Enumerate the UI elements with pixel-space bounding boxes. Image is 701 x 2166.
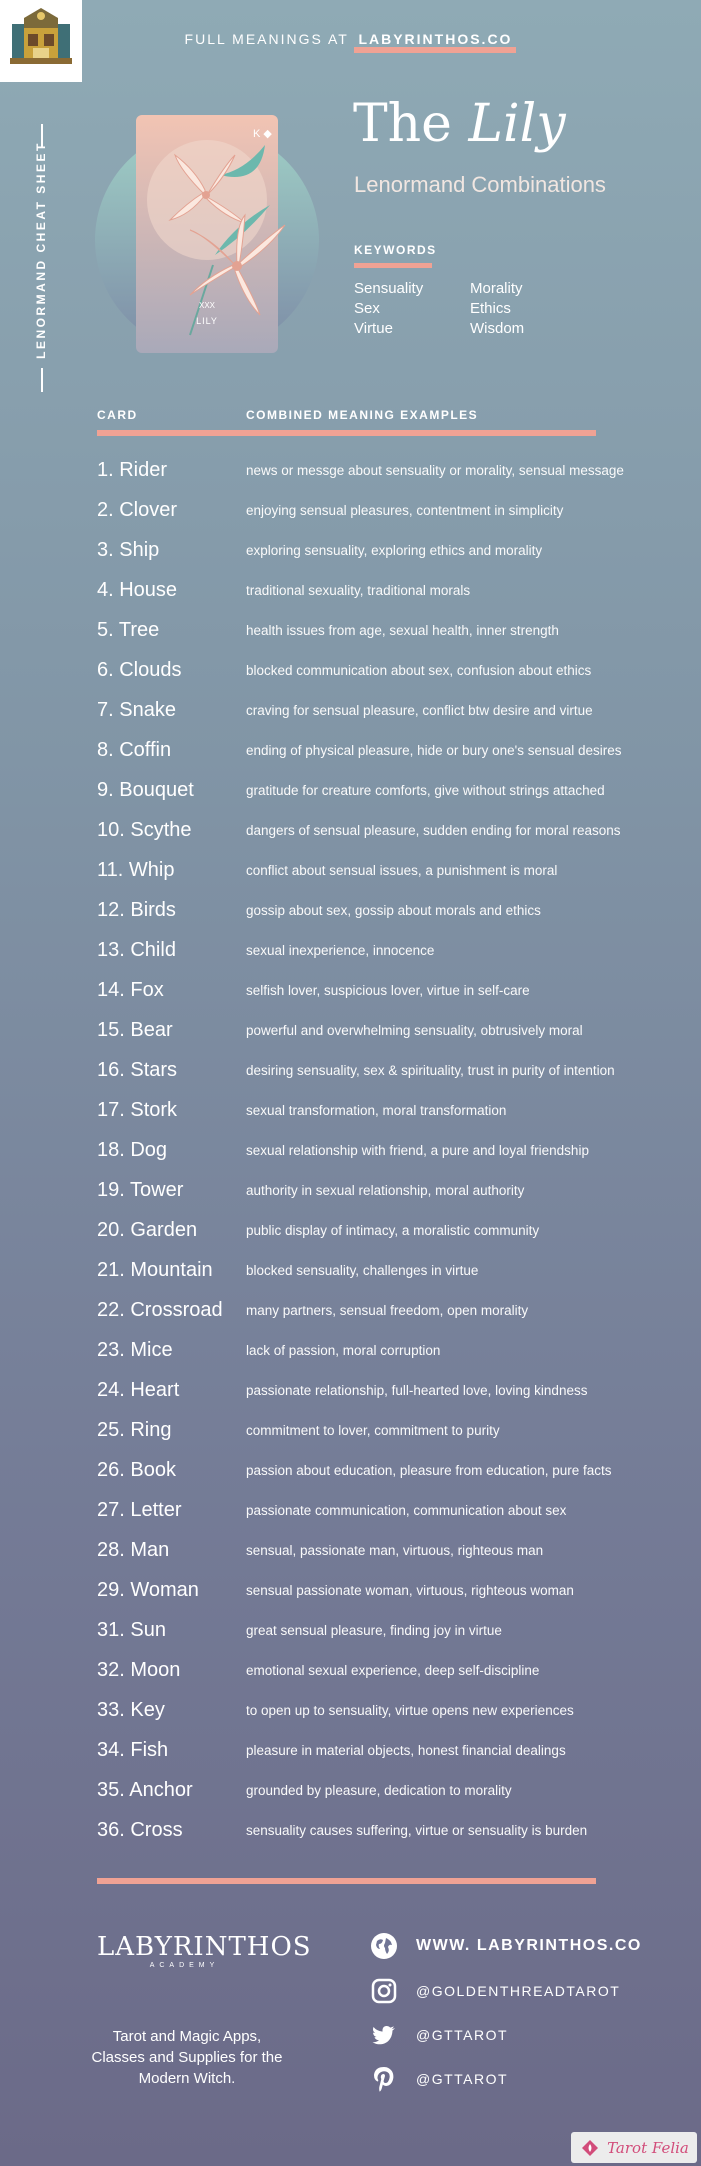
column-header-meaning: COMBINED MEANING EXAMPLES bbox=[246, 408, 479, 422]
table-row bbox=[97, 1610, 667, 1650]
row-card-name: 28. Man bbox=[97, 1538, 170, 1561]
row-meaning: to open up to sensuality, virtue opens new experiences bbox=[246, 1702, 574, 1718]
instagram-link[interactable] bbox=[370, 1977, 620, 2005]
row-meaning: dangers of sensual pleasure, sudden ending for moral reasons bbox=[246, 822, 621, 838]
row-meaning: gossip about sex, gossip about morals and ethics bbox=[246, 902, 541, 918]
row-card-name: 15. Bear bbox=[97, 1018, 173, 1041]
keyword: Wisdom bbox=[470, 320, 525, 337]
row-card-name: 19. Tower bbox=[97, 1178, 184, 1201]
row-card-name: 5. Tree bbox=[97, 618, 160, 641]
website-link[interactable] bbox=[370, 1932, 642, 1960]
table-row bbox=[97, 1290, 667, 1330]
table-row bbox=[97, 890, 667, 930]
row-meaning: passionate communication, communication about sex bbox=[246, 1502, 567, 1518]
keywords-column-1 bbox=[354, 279, 423, 339]
side-line-bottom bbox=[41, 368, 43, 392]
table-row bbox=[97, 810, 667, 850]
table-row bbox=[97, 450, 667, 490]
row-card-name: 36. Cross bbox=[97, 1818, 183, 1841]
row-meaning: sexual relationship with friend, a pure and loyal friendship bbox=[246, 1142, 589, 1158]
row-card-name: 3. Ship bbox=[97, 538, 160, 561]
row-card-name: 24. Heart bbox=[97, 1378, 180, 1401]
twitter-link[interactable] bbox=[370, 2021, 508, 2049]
table-row bbox=[97, 650, 667, 690]
row-card-name: 13. Child bbox=[97, 938, 176, 961]
keywords-heading: KEYWORDS bbox=[354, 243, 437, 257]
keyword: Virtue bbox=[354, 320, 393, 337]
table-row bbox=[97, 1050, 667, 1090]
row-card-name: 12. Birds bbox=[97, 898, 176, 921]
combinations-table bbox=[97, 450, 667, 1850]
row-card-name: 18. Dog bbox=[97, 1138, 168, 1161]
row-meaning: sexual inexperience, innocence bbox=[246, 942, 435, 958]
table-row bbox=[97, 730, 667, 770]
watermark-text: Tarot Felia bbox=[607, 2138, 689, 2157]
row-meaning: powerful and overwhelming sensuality, obtrusively moral bbox=[246, 1022, 583, 1038]
footer-brand[interactable] bbox=[97, 1932, 312, 1969]
card-number: XXX bbox=[198, 301, 216, 310]
table-row bbox=[97, 1570, 667, 1610]
row-card-name: 4. House bbox=[97, 578, 178, 601]
row-meaning: sensuality causes suffering, virtue or sensuality is burden bbox=[246, 1822, 588, 1838]
table-row bbox=[97, 1210, 667, 1250]
table-row bbox=[97, 1730, 667, 1770]
row-meaning: passion about education, pleasure from education, pure facts bbox=[246, 1462, 612, 1478]
row-card-name: 27. Letter bbox=[97, 1498, 182, 1521]
table-row bbox=[97, 1370, 667, 1410]
row-meaning: grounded by pleasure, dedication to morality bbox=[246, 1782, 512, 1798]
pinterest-handle: @GTTAROT bbox=[416, 2071, 509, 2087]
row-card-name: 21. Mountain bbox=[97, 1258, 213, 1281]
row-card-name: 31. Sun bbox=[97, 1618, 166, 1641]
card-corner: K ◆ bbox=[253, 128, 272, 140]
row-meaning: desiring sensuality, sex & spirituality, trust in purity of intention bbox=[246, 1062, 615, 1078]
table-row bbox=[97, 930, 667, 970]
row-meaning: sexual transformation, moral transformation bbox=[246, 1102, 507, 1118]
table-row bbox=[97, 690, 667, 730]
top-link-site[interactable]: LABYRINTHOS.CO bbox=[354, 31, 516, 53]
row-card-name: 14. Fox bbox=[97, 978, 164, 1001]
row-meaning: sensual passionate woman, virtuous, righteous woman bbox=[246, 1582, 574, 1598]
table-row bbox=[97, 1170, 667, 1210]
table-row bbox=[97, 1530, 667, 1570]
title-card-name: Lily bbox=[468, 94, 566, 154]
row-card-name: 9. Bouquet bbox=[97, 778, 194, 801]
row-card-name: 34. Fish bbox=[97, 1738, 169, 1761]
row-meaning: passionate relationship, full-hearted love, loving kindness bbox=[246, 1382, 588, 1398]
row-card-name: 32. Moon bbox=[97, 1658, 181, 1681]
row-meaning: news or messge about sensuality or morality, sensual message bbox=[246, 462, 624, 478]
keyword: Ethics bbox=[470, 300, 511, 317]
table-row bbox=[97, 1810, 667, 1850]
keyword: Morality bbox=[470, 280, 523, 297]
top-link-prefix: FULL MEANINGS AT bbox=[184, 31, 349, 47]
pinterest-icon bbox=[370, 2065, 398, 2093]
row-meaning: enjoying sensual pleasures, contentment in simplicity bbox=[246, 502, 564, 518]
table-row bbox=[97, 490, 667, 530]
instagram-icon bbox=[370, 1977, 398, 2005]
pinterest-link[interactable] bbox=[370, 2065, 508, 2093]
table-row bbox=[97, 1090, 667, 1130]
card-illustration bbox=[95, 115, 320, 355]
row-card-name: 16. Stars bbox=[97, 1058, 178, 1081]
table-row bbox=[97, 570, 667, 610]
keyword: Sensuality bbox=[354, 280, 424, 297]
top-link[interactable] bbox=[0, 31, 701, 47]
row-meaning: many partners, sensual freedom, open morality bbox=[246, 1302, 529, 1318]
brand-subtitle: ACADEMY bbox=[149, 1962, 220, 1969]
row-meaning: blocked sensuality, challenges in virtue bbox=[246, 1262, 479, 1278]
table-row bbox=[97, 1410, 667, 1450]
instagram-handle: @GOLDENTHREADTAROT bbox=[416, 1983, 621, 1999]
website-text: WWW. LABYRINTHOS.CO bbox=[416, 1937, 642, 1954]
tagline: Tarot and Magic Apps, Classes and Supplies for the Modern Witch. bbox=[91, 2028, 283, 2087]
row-card-name: 33. Key bbox=[97, 1698, 165, 1721]
table-row bbox=[97, 530, 667, 570]
row-card-name: 7. Snake bbox=[97, 698, 176, 721]
row-meaning: pleasure in material objects, honest financial dealings bbox=[246, 1742, 566, 1758]
row-card-name: 23. Mice bbox=[97, 1338, 173, 1361]
table-row bbox=[97, 1130, 667, 1170]
table-row bbox=[97, 1770, 667, 1810]
watermark-badge bbox=[571, 2132, 697, 2163]
table-row bbox=[97, 1650, 667, 1690]
row-card-name: 10. Scythe bbox=[97, 818, 192, 841]
table-row bbox=[97, 1330, 667, 1370]
row-meaning: great sensual pleasure, finding joy in virtue bbox=[246, 1622, 502, 1638]
column-header-card: CARD bbox=[97, 408, 138, 422]
table-row bbox=[97, 1250, 667, 1290]
row-meaning: health issues from age, sexual health, inner strength bbox=[246, 622, 559, 638]
row-card-name: 8. Coffin bbox=[97, 738, 172, 761]
row-card-name: 17. Stork bbox=[97, 1098, 178, 1121]
table-row bbox=[97, 1010, 667, 1050]
row-meaning: emotional sexual experience, deep self-discipline bbox=[246, 1662, 540, 1678]
row-meaning: ending of physical pleasure, hide or bury one's sensual desires bbox=[246, 742, 622, 758]
table-row bbox=[97, 970, 667, 1010]
row-card-name: 29. Woman bbox=[97, 1578, 199, 1601]
row-meaning: traditional sexuality, traditional morals bbox=[246, 582, 471, 598]
row-card-name: 11. Whip bbox=[97, 858, 175, 881]
keywords-column-2 bbox=[470, 279, 524, 339]
title-prefix: The bbox=[353, 94, 452, 154]
keyword: Sex bbox=[354, 300, 380, 317]
globe-icon bbox=[370, 1932, 398, 1960]
table-row bbox=[97, 1690, 667, 1730]
page-subtitle: Lenormand Combinations bbox=[354, 172, 606, 197]
table-row bbox=[97, 1490, 667, 1530]
lily-card-icon bbox=[95, 115, 320, 355]
table-bottom-rule bbox=[97, 1878, 596, 1884]
row-meaning: lack of passion, moral corruption bbox=[246, 1342, 441, 1358]
row-meaning: blocked communication about sex, confusion about ethics bbox=[246, 662, 592, 678]
row-meaning: gratitude for creature comforts, give without strings attached bbox=[246, 782, 605, 798]
row-meaning: authority in sexual relationship, moral authority bbox=[246, 1182, 525, 1198]
card-name: LILY bbox=[196, 316, 218, 326]
side-label: LENORMAND CHEAT SHEET bbox=[34, 141, 48, 359]
row-meaning: conflict about sensual issues, a punishment is moral bbox=[246, 862, 558, 878]
table-top-rule bbox=[97, 430, 596, 436]
row-card-name: 22. Crossroad bbox=[97, 1298, 223, 1321]
row-meaning: public display of intimacy, a moralistic community bbox=[246, 1222, 540, 1238]
table-row bbox=[97, 610, 667, 650]
table-row bbox=[97, 1450, 667, 1490]
row-meaning: craving for sensual pleasure, conflict btw desire and virtue bbox=[246, 702, 593, 718]
lotus-icon bbox=[579, 2137, 601, 2159]
row-card-name: 25. Ring bbox=[97, 1418, 172, 1441]
row-card-name: 26. Book bbox=[97, 1458, 176, 1481]
twitter-icon bbox=[370, 2021, 398, 2049]
brand-name: LABYRINTHOS bbox=[97, 1932, 312, 1962]
table-row bbox=[97, 850, 667, 890]
row-card-name: 1. Rider bbox=[97, 458, 168, 481]
row-card-name: 2. Clover bbox=[97, 498, 178, 521]
row-card-name: 35. Anchor bbox=[97, 1778, 193, 1801]
row-card-name: 6. Clouds bbox=[97, 658, 182, 681]
row-meaning: sensual, passionate man, virtuous, righteous man bbox=[246, 1542, 544, 1558]
keywords-underline bbox=[354, 263, 432, 268]
row-meaning: commitment to lover, commitment to purity bbox=[246, 1422, 500, 1438]
page-title bbox=[353, 94, 566, 154]
twitter-handle: @GTTAROT bbox=[416, 2027, 509, 2043]
row-card-name: 20. Garden bbox=[97, 1218, 198, 1241]
row-meaning: selfish lover, suspicious lover, virtue in self-care bbox=[246, 982, 530, 998]
row-meaning: exploring sensuality, exploring ethics and morality bbox=[246, 542, 543, 558]
table-row bbox=[97, 770, 667, 810]
